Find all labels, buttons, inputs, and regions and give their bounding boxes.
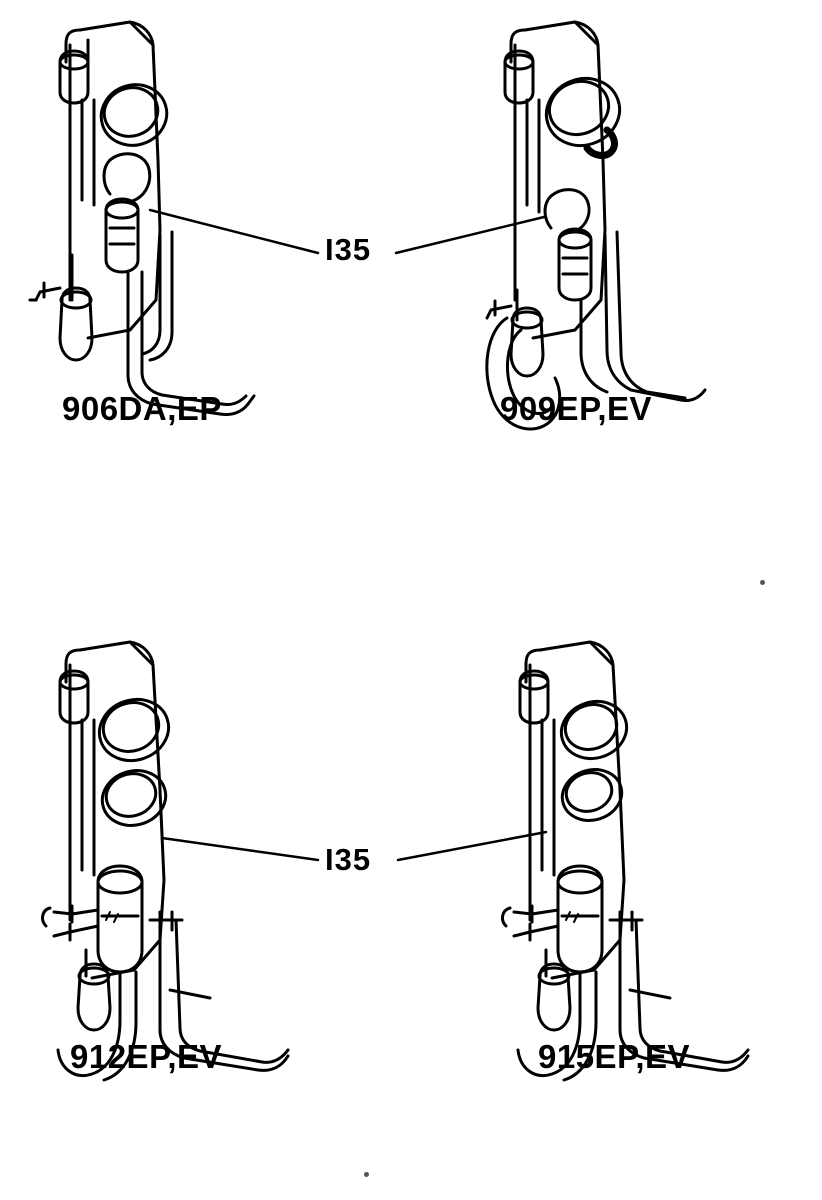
figure-906da-ep-label: 906DA,EP [62,390,222,427]
figure-909ep-ev-label: 909EP,EV [500,390,653,427]
figure-row-top [0,0,822,560]
scan-speck [760,580,765,585]
callout-number-bottom: I35 [325,842,372,877]
figure-912ep-ev-label: 912EP,EV [70,1038,223,1075]
figure-row-bottom [0,620,822,1200]
scan-speck [364,1172,369,1177]
figure-909ep-ev [455,0,795,450]
figure-915ep-ev-drawing [470,620,810,1100]
figure-909ep-ev-drawing [455,0,795,450]
callout-number-top: I35 [325,232,372,267]
figure-915ep-ev-label: 915EP,EV [538,1038,691,1075]
figure-915ep-ev [470,620,810,1100]
